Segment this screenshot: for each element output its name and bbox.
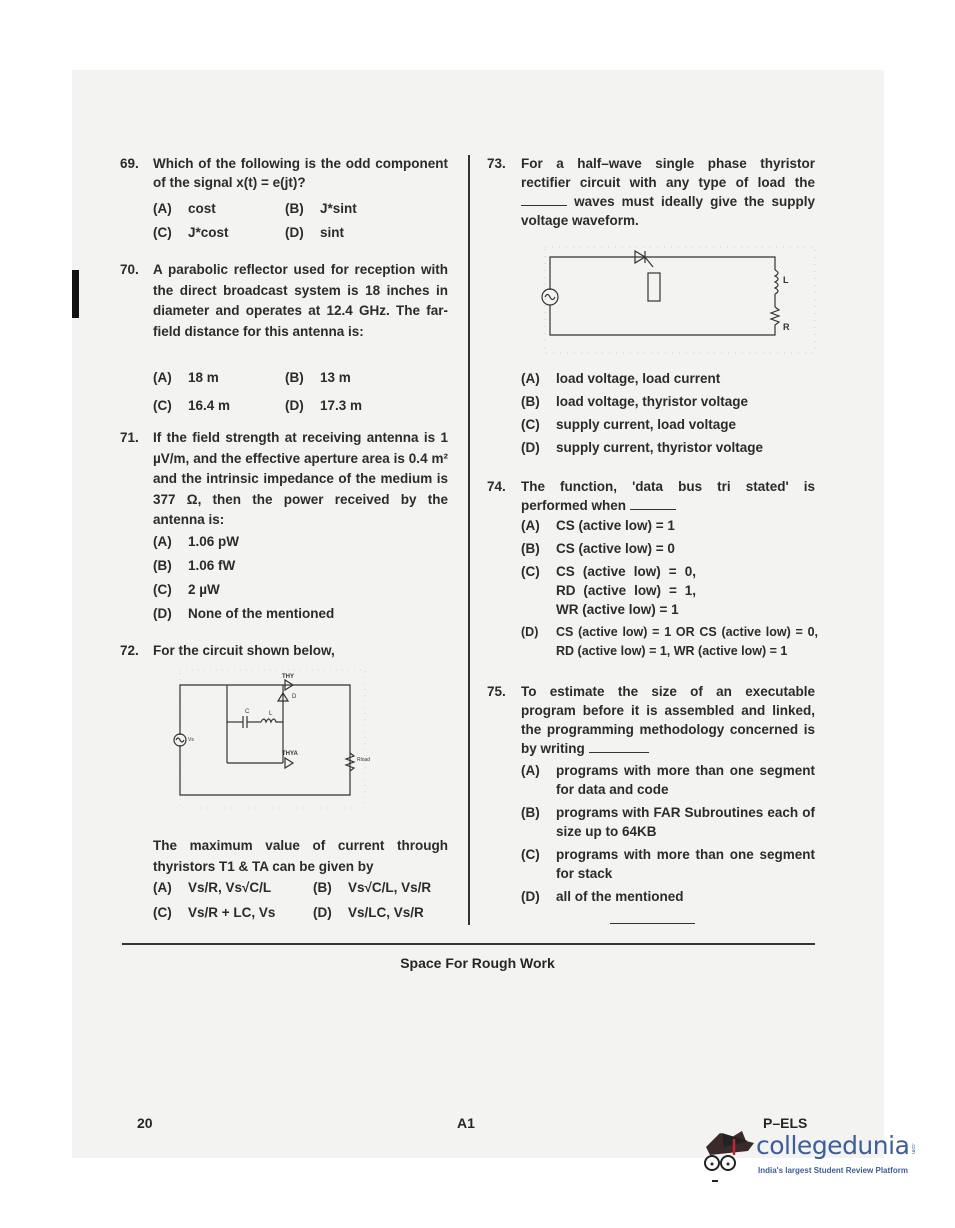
option: (B) Vs√C/L, Vs/R xyxy=(313,880,432,895)
option: (C) supply current, load voltage xyxy=(521,417,737,432)
option: (C) 2 µW xyxy=(153,582,220,597)
question-text: For a half–wave single phase thyristor rectifier circuit with any type of load the xyxy=(521,156,815,190)
option: (A) 1.06 pW xyxy=(153,534,240,549)
rough-work-heading: Space For Rough Work xyxy=(400,955,555,971)
option: (A) Vs/R, Vs√C/L xyxy=(153,880,272,895)
option: (C) programs with more than one segment for stack xyxy=(521,847,815,881)
option: (D) 17.3 m xyxy=(285,398,363,413)
option: (D) CS (active low) = 1 OR CS (active low) = 0, RD (active low) = 1, WR (active low) = 1 xyxy=(521,625,818,658)
option: (B) programs with FAR Subroutines each of size up to 64KB xyxy=(521,805,815,839)
brand-suffix: .com xyxy=(910,1143,916,1154)
question-number: 74. xyxy=(487,479,506,494)
question-text: The function, 'data bus tri stated' is performed when xyxy=(521,479,815,513)
label-rload: Rload xyxy=(357,757,371,763)
label-l: L xyxy=(783,275,789,285)
thyristor-circuit-diagram xyxy=(165,665,415,815)
half-wave-rectifier-circuit xyxy=(535,245,820,355)
mascot-logo-icon xyxy=(698,1125,756,1185)
answer-blank xyxy=(521,195,567,206)
option: (A) 18 m xyxy=(153,370,219,385)
question-number: 69. xyxy=(120,156,139,171)
question-number: 73. xyxy=(487,156,506,171)
option: (D) None of the mentioned xyxy=(153,606,335,621)
section-divider xyxy=(122,943,815,945)
option: (A) programs with more than one segment for data and code xyxy=(521,763,815,797)
option: (C) J*cost xyxy=(153,225,229,240)
scan-registration-mark xyxy=(72,270,79,318)
answer-blank xyxy=(630,499,676,510)
question-number: 71. xyxy=(120,430,139,445)
collegedunia-watermark xyxy=(698,1125,928,1185)
paper-code: P–ELS xyxy=(763,1115,808,1131)
option: (C) Vs/R + LC, Vs xyxy=(153,905,276,920)
page-number: 20 xyxy=(137,1115,153,1131)
option: (B) CS (active low) = 0 xyxy=(521,541,675,556)
answer-blank xyxy=(589,742,649,753)
end-of-section-line xyxy=(610,923,695,924)
question-number: 70. xyxy=(120,262,139,277)
option: (B) load voltage, thyristor voltage xyxy=(521,394,749,409)
question-text: If the field strength at receiving antenna is 1 µV/m, and the effective aperture area is 0.4 m² and the intrinsic impedance of the medium is 377 Ω, then the power received by the antenna is: xyxy=(153,430,448,527)
question-text: To estimate the size of an executable program before it is assembled and linked, the programming methodology concerned is by writing xyxy=(521,684,815,756)
label-l: L xyxy=(269,711,273,717)
option: (D) sint xyxy=(285,225,345,240)
option: (C) 16.4 m xyxy=(153,398,231,413)
question-text: waves must ideally give the supply voltage waveform. xyxy=(521,194,815,228)
option: (D) supply current, thyristor voltage xyxy=(521,440,764,455)
option: (C) CS (active low) = 0, RD (active low) = 1, WR (active low) = 1 xyxy=(521,564,696,617)
option: (B) 13 m xyxy=(285,370,351,385)
booklet-set: A1 xyxy=(457,1115,475,1131)
question-text: The maximum value of current through thyristors T1 & TA can be given by xyxy=(153,838,448,874)
label-thya: THYA xyxy=(282,751,298,757)
option: (A) cost xyxy=(153,201,216,216)
option: (A) load voltage, load current xyxy=(521,371,721,386)
option: (B) 1.06 fW xyxy=(153,558,236,573)
label-thy: THY xyxy=(282,674,294,680)
column-divider xyxy=(468,155,470,925)
question-text: Which of the following is the odd component of the signal x(t) = e(jt)? xyxy=(153,156,448,190)
option: (D) all of the mentioned xyxy=(521,889,684,904)
option: (D) Vs/LC, Vs/R xyxy=(313,905,424,920)
question-text: A parabolic reflector used for reception with the direct broadcast system is 18 inches in diameter and operates at 12.4 GHz. The far-field distance for this antenna is: xyxy=(153,262,448,339)
option: (B) J*sint xyxy=(285,201,357,216)
question-number: 75. xyxy=(487,684,506,699)
label-d: D xyxy=(292,694,297,700)
question-number: 72. xyxy=(120,643,139,658)
label-c: C xyxy=(245,709,250,715)
question-text: For the circuit shown below, xyxy=(153,643,335,658)
label-r: R xyxy=(783,322,790,332)
label-vs: Vs xyxy=(188,737,194,743)
brand-name: collegedunia xyxy=(756,1131,910,1160)
brand-tagline: India's largest Student Review Platform xyxy=(758,1166,908,1175)
option: (A) CS (active low) = 1 xyxy=(521,518,675,533)
